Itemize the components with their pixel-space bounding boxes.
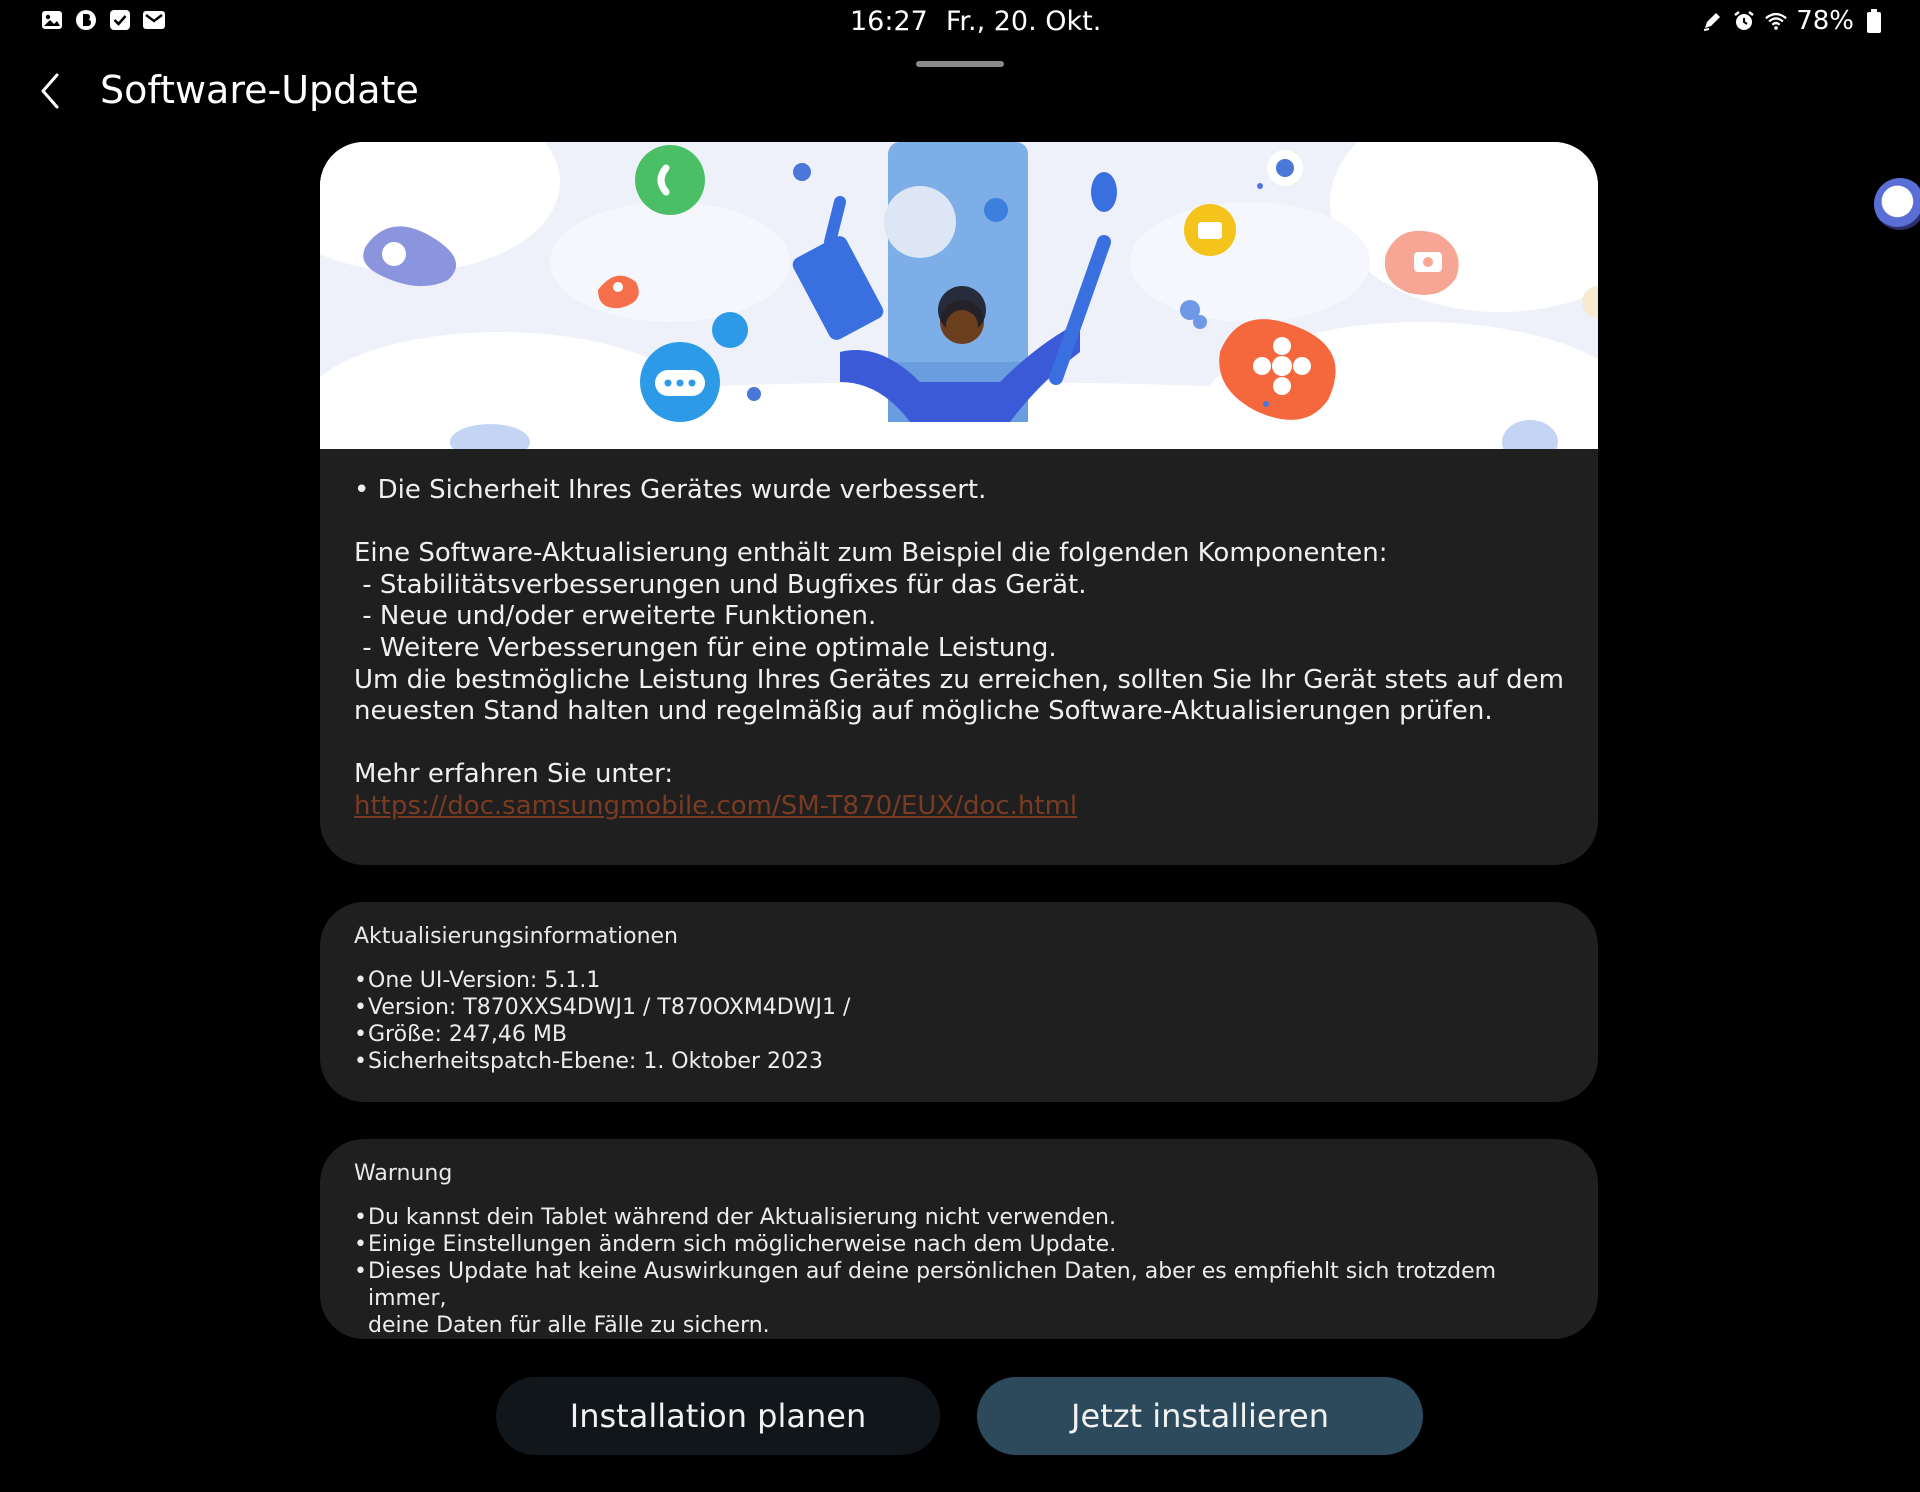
- warning-card: [320, 1139, 1598, 1339]
- notes-line: - Stabilitätsverbesserungen und Bugfixes für das Gerät.: [354, 569, 1087, 600]
- notes-line: Mehr erfahren Sie unter:: [354, 759, 674, 790]
- mail-icon: [142, 8, 166, 32]
- warning-item: • Einige Einstellungen ändern sich möglicherweise nach dem Update.: [354, 1231, 1564, 1258]
- warning-item: • Du kannst dein Tablet während der Aktualisierung nicht verwenden.: [354, 1204, 1564, 1231]
- back-button[interactable]: [28, 66, 72, 116]
- pen-icon: [1700, 9, 1724, 33]
- schedule-install-button[interactable]: Installation planen: [496, 1377, 940, 1455]
- battery-percent: 78%: [1796, 6, 1854, 36]
- update-info-card: [320, 902, 1598, 1102]
- status-date: Fr., 20. Okt.: [945, 6, 1102, 37]
- status-bar: [0, 0, 1920, 44]
- alarm-icon: [1732, 9, 1756, 33]
- release-notes-card: [320, 142, 1598, 865]
- notes-line: - Neue und/oder erweiterte Funktionen.: [354, 601, 877, 632]
- floating-assistant-button[interactable]: [1874, 178, 1920, 230]
- gallery-icon: [40, 8, 64, 32]
- notes-line: Um die bestmögliche Leistung Ihres Gerätes zu erreichen, sollten Sie Ihr Gerät stets auf dem: [354, 664, 1564, 695]
- warning-heading: Warnung: [354, 1161, 453, 1186]
- info-version: • Version: T870XXS4DWJ1 / T870OXM4DWJ1 /: [354, 994, 1564, 1021]
- page-title: Software-Update: [100, 68, 419, 112]
- notes-line: - Weitere Verbesserungen für eine optimale Leistung.: [354, 632, 1057, 663]
- check-icon: [108, 8, 132, 32]
- system-icons: [1700, 6, 1886, 36]
- notification-icons: [40, 8, 166, 32]
- drag-handle[interactable]: [916, 61, 1004, 67]
- b-icon: [74, 8, 98, 32]
- status-time: 16:27: [850, 6, 928, 37]
- warning-list: [354, 1204, 1564, 1339]
- info-security-patch: • Sicherheitspatch-Ebene: 1. Oktober 2023: [354, 1048, 1564, 1075]
- install-now-button[interactable]: Jetzt installieren: [977, 1377, 1423, 1455]
- notes-line: Eine Software-Aktualisierung enthält zum Beispiel die folgenden Komponenten:: [354, 538, 1388, 569]
- update-info-list: [354, 967, 1564, 1075]
- notes-line: neuesten Stand halten und regelmäßig auf mögliche Software-Aktualisierungen prüfen.: [354, 696, 1493, 727]
- warning-item-continuation: deine Daten für alle Fälle zu sichern.: [368, 1313, 770, 1338]
- warning-item: • Dieses Update hat keine Auswirkungen auf deine persönlichen Daten, aber es empfiehlt sich trotzdem immer,: [354, 1258, 1564, 1312]
- chevron-left-icon: [39, 72, 61, 110]
- update-info-heading: Aktualisierungsinformationen: [354, 924, 678, 949]
- battery-icon: [1862, 9, 1886, 33]
- wifi-icon: [1764, 9, 1788, 33]
- status-clock: [850, 6, 1101, 37]
- release-notes-text: [320, 449, 1598, 823]
- doc-link[interactable]: https://doc.samsungmobile.com/SM-T870/EUX/doc.html: [354, 790, 1078, 821]
- info-size: • Größe: 247,46 MB: [354, 1021, 1564, 1048]
- notes-line: • Die Sicherheit Ihres Gerätes wurde verbessert.: [354, 475, 987, 505]
- info-version-ui: • One UI-Version: 5.1.1: [354, 967, 1564, 994]
- update-illustration: [320, 142, 1598, 449]
